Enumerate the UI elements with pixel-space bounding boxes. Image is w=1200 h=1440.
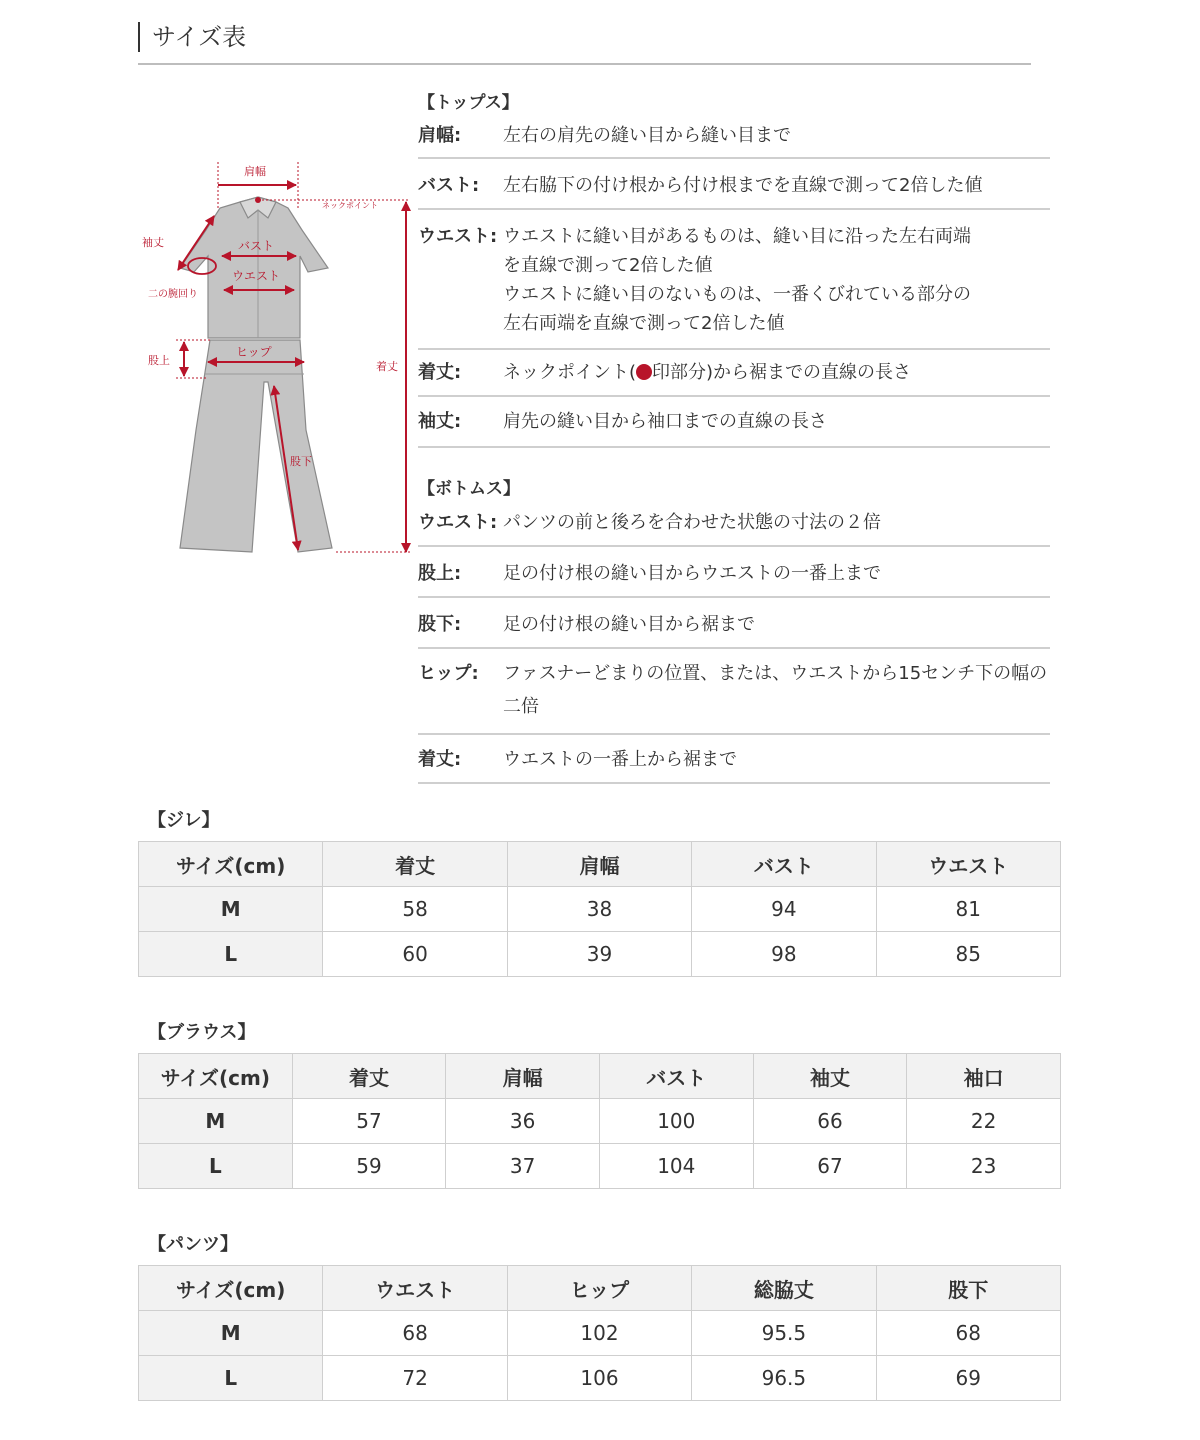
gilet-size-table [138,841,1061,977]
definition-term: ウエスト: [418,226,498,247]
column-header: サイズ(cm) [139,1054,293,1099]
column-header: サイズ(cm) [139,1266,323,1311]
size-cell: L [139,1144,293,1189]
table-cell: 81 [876,887,1060,932]
bust-label: バスト [238,239,275,253]
definition-text-part: 印部分)から裾までの直線の長さ [652,362,912,383]
table-cell: 23 [907,1144,1061,1189]
definition-row [418,649,1050,735]
table-cell: 68 [876,1311,1060,1356]
table-cell: 57 [292,1099,446,1144]
measurement-definitions [418,88,1050,784]
rise-label: 股上 [148,354,170,367]
definition-row [418,504,1050,547]
neck-point-label: ネックポイント [322,201,378,210]
definition-row [418,397,1050,448]
table-header-row [139,1054,1061,1099]
table-header-row [139,1266,1061,1311]
table-cell: 98 [692,932,876,977]
table-cell: 37 [446,1144,600,1189]
length-label: 着丈 [376,360,398,373]
table-cell: 59 [292,1144,446,1189]
definition-text: ファスナーどまりの位置、または、ウエストから15センチ下の幅の 二倍 [503,663,1048,717]
title-divider [138,63,1031,65]
definition-text: ウエストに縫い目があるものは、縫い目に沿った左右両端 を直線で測って2倍した値 ウエストに縫い目のないものは、一番くびれている部分の 左右両端を直線で測って2倍した値 [503,226,971,334]
gilet-table-title: 【ジレ】 [148,810,220,831]
table-row [139,1144,1061,1189]
measurement-figure [140,150,420,570]
page-title: サイズ表 [138,22,246,52]
definition-term: ウエスト: [418,512,498,533]
waist-label: ウエスト [232,269,281,283]
size-cell: M [139,1099,293,1144]
blouse-shape [180,197,328,338]
definition-row [418,547,1050,598]
definition-row [418,118,1050,159]
table-cell: 85 [876,932,1060,977]
column-header: ヒップ [507,1266,691,1311]
pants-size-table [138,1265,1061,1401]
table-row [139,887,1061,932]
column-header: ウエスト [323,1266,507,1311]
hip-label: ヒップ [236,345,272,359]
definition-term: バスト: [418,175,480,196]
table-cell: 104 [599,1144,753,1189]
table-cell: 95.5 [692,1311,876,1356]
size-cell: L [139,932,323,977]
neck-point-marker [636,364,652,380]
definition-row [418,210,1050,350]
table-cell: 39 [507,932,691,977]
table-row [139,1311,1061,1356]
definition-term: ヒップ: [418,663,479,684]
definition-term: 袖丈: [418,411,462,432]
size-cell: M [139,1311,323,1356]
size-cell: L [139,1356,323,1401]
table-cell: 96.5 [692,1356,876,1401]
table-cell: 58 [323,887,507,932]
definition-term: 股下: [418,614,462,635]
definition-term: 着丈: [418,749,462,770]
column-header: 股下 [876,1266,1060,1311]
table-row [139,1099,1061,1144]
pants-shape [180,340,332,552]
definition-term: 肩幅: [418,125,462,146]
size-cell: M [139,887,323,932]
definition-text: 肩先の縫い目から袖口までの直線の長さ [503,411,827,432]
table-cell: 94 [692,887,876,932]
definition-term: 股上: [418,563,462,584]
table-cell: 36 [446,1099,600,1144]
column-header: 肩幅 [507,842,691,887]
column-header: 袖丈 [753,1054,907,1099]
table-cell: 38 [507,887,691,932]
table-cell: 22 [907,1099,1061,1144]
definition-text: ウエストの一番上から裾まで [503,749,737,770]
definition-row [418,159,1050,210]
column-header: 着丈 [292,1054,446,1099]
definition-row [418,735,1050,784]
sleeve-label: 袖丈 [142,236,164,249]
table-cell: 72 [323,1356,507,1401]
blouse-size-table [138,1053,1061,1189]
definition-text: 左右の肩先の縫い目から縫い目まで [503,125,791,146]
pants-table-title: 【パンツ】 [148,1234,238,1255]
inseam-label: 股下 [290,455,312,468]
column-header: バスト [692,842,876,887]
definition-text: 足の付け根の縫い目から裾まで [503,614,755,635]
upper-arm-label: 二の腕回り [148,289,198,300]
column-header: サイズ(cm) [139,842,323,887]
definition-term: 着丈: [418,362,462,383]
definition-text: 足の付け根の縫い目からウエストの一番上まで [503,563,881,584]
definition-text-part: ネックポイント( [503,362,637,383]
definition-row [418,350,1050,397]
table-cell: 69 [876,1356,1060,1401]
column-header: 袖口 [907,1054,1061,1099]
column-header: 肩幅 [446,1054,600,1099]
table-cell: 106 [507,1356,691,1401]
table-cell: 67 [753,1144,907,1189]
table-cell: 100 [599,1099,753,1144]
table-row [139,932,1061,977]
table-cell: 68 [323,1311,507,1356]
definition-row [418,598,1050,649]
table-cell: 102 [507,1311,691,1356]
blouse-table-title: 【ブラウス】 [148,1022,256,1043]
column-header: ウエスト [876,842,1060,887]
table-header-row [139,842,1061,887]
table-cell: 60 [323,932,507,977]
column-header: 総脇丈 [692,1266,876,1311]
definition-text: 左右脇下の付け根から付け根までを直線で測って2倍した値 [503,175,983,196]
table-row [139,1356,1061,1401]
definition-text [503,358,1050,387]
table-cell: 66 [753,1099,907,1144]
tops-heading: 【トップス】 [418,93,519,113]
column-header: バスト [599,1054,753,1099]
definition-text: パンツの前と後ろを合わせた状態の寸法の２倍 [503,512,881,533]
shoulder-label: 肩幅 [244,165,266,178]
bottoms-heading: 【ボトムス】 [418,479,520,499]
column-header: 着丈 [323,842,507,887]
